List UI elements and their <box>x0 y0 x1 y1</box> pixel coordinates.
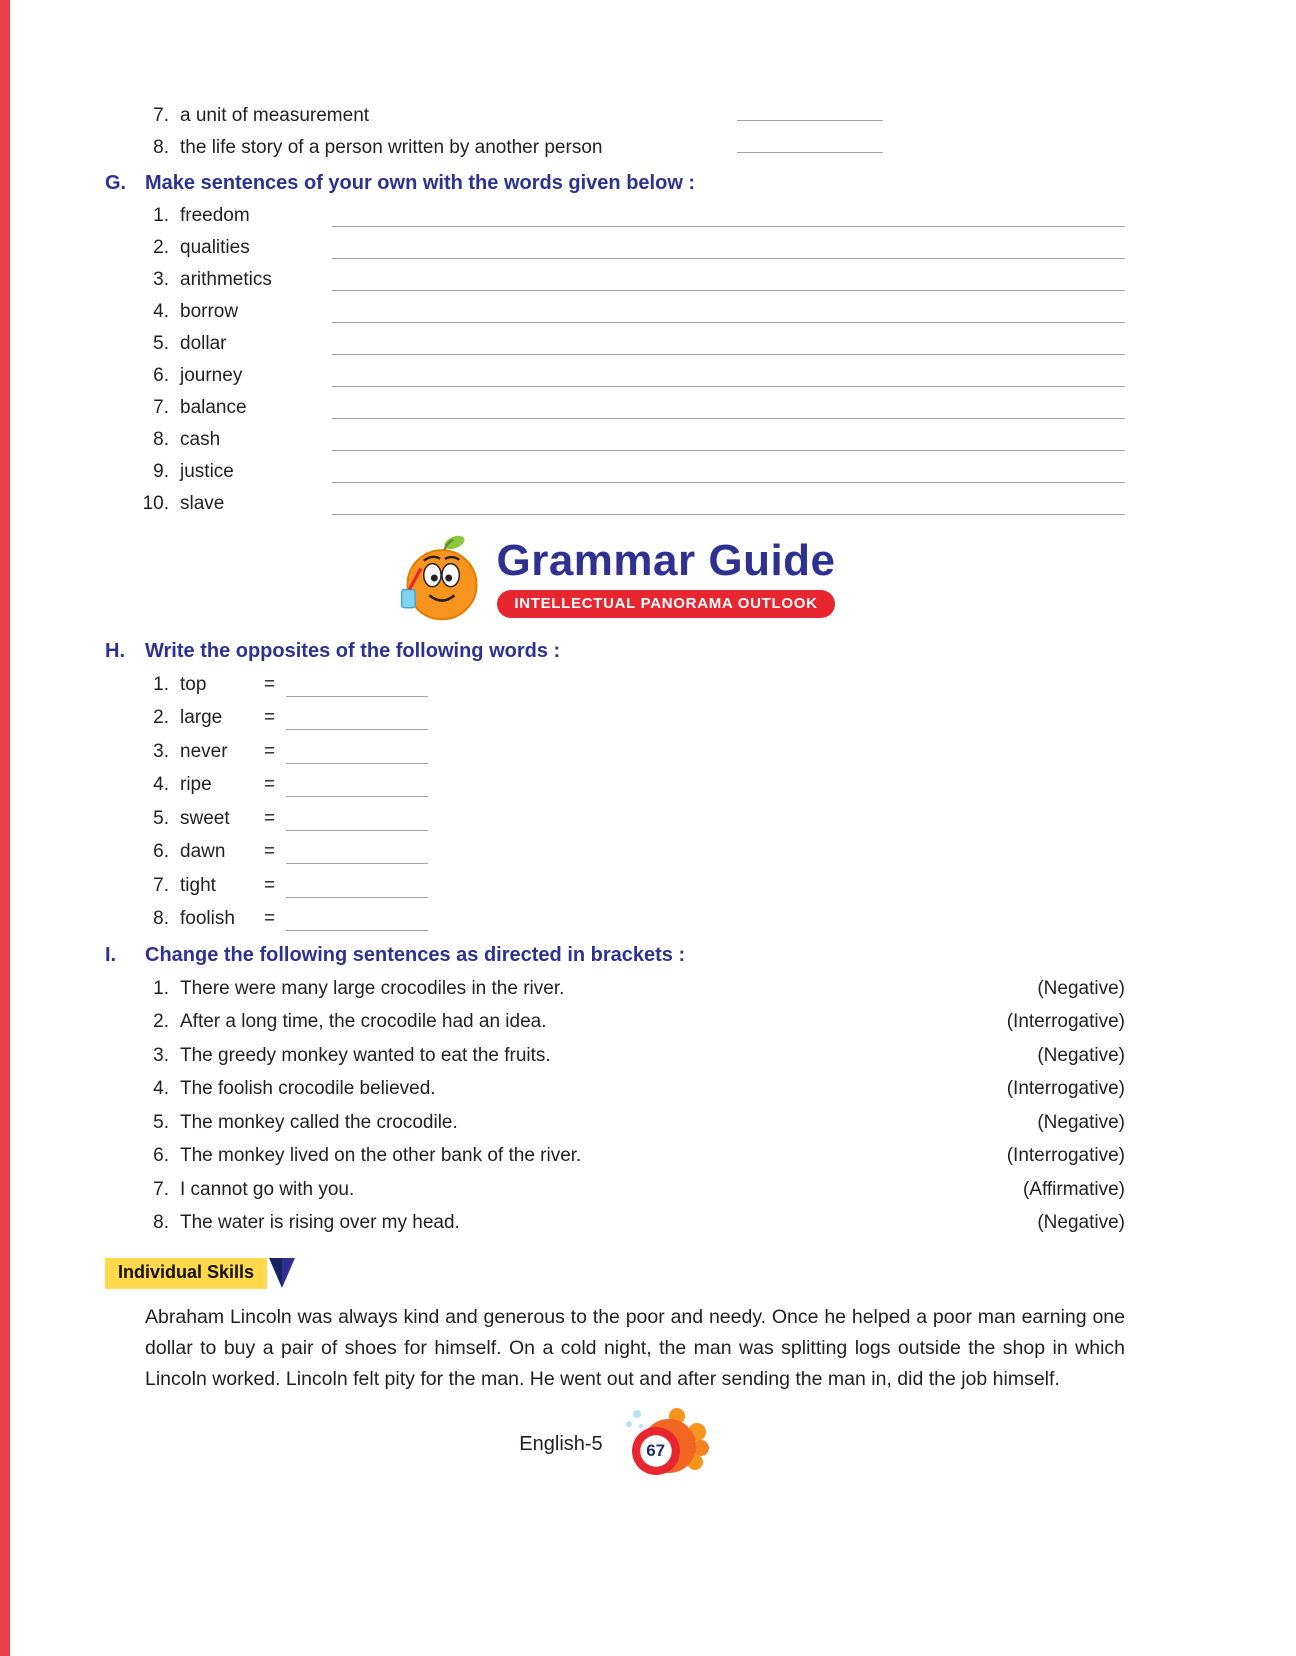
sentence-item <box>105 1173 1125 1207</box>
item-number: 6. <box>153 1145 169 1167</box>
directive-label: (Interrogative) <box>1006 1011 1125 1033</box>
item-word: dawn <box>180 841 226 863</box>
answer-blank <box>332 431 1125 451</box>
item-word: qualities <box>180 237 250 258</box>
item-word: large <box>180 707 223 729</box>
sentence-item <box>105 1039 1125 1073</box>
item-number: 4. <box>153 774 169 796</box>
answer-blank <box>332 335 1125 355</box>
page-edge-strip <box>0 0 10 1656</box>
section-i-heading <box>105 938 1125 972</box>
vocab-item <box>105 424 1125 456</box>
sentence-text: The monkey called the crocodile. <box>180 1111 458 1133</box>
reading-paragraph: Abraham Lincoln was always kind and generous to the poor and needy. Once he helped a poor man earning one dollar to buy a pair of shoes for himself. On a cold night, the man was splitting logs outside the shop in which Lincoln worked. Lincoln felt pity for the man. He went out and after sending the man in, did the job himself. <box>145 1306 1125 1391</box>
sentence-item <box>105 1006 1125 1040</box>
definition-text: a unit of measurement <box>180 105 370 126</box>
answer-blank <box>286 777 428 797</box>
equals-sign: = <box>264 740 276 762</box>
answer-blank <box>737 120 883 121</box>
sentence-text: The greedy monkey wanted to eat the fruits. <box>180 1044 551 1066</box>
section-letter: H. <box>105 639 125 662</box>
page-content <box>105 0 1125 1486</box>
item-number: 7. <box>153 874 169 896</box>
item-number: 8. <box>153 137 169 158</box>
section-h-heading <box>105 634 1125 668</box>
item-word: cash <box>180 429 221 450</box>
section-letter: G. <box>105 171 127 194</box>
item-number: 5. <box>153 1111 169 1133</box>
sentence-item <box>105 1073 1125 1107</box>
directive-label: (Negative) <box>1037 1212 1125 1234</box>
item-word: foolish <box>180 908 235 930</box>
item-word: top <box>180 673 207 695</box>
sentence-item <box>105 1140 1125 1174</box>
item-number: 8. <box>153 429 169 450</box>
section-title: Make sentences of your own with the words given below : <box>145 171 696 194</box>
vocab-item <box>105 264 1125 296</box>
sentence-item <box>105 972 1125 1006</box>
vocab-item <box>105 392 1125 424</box>
item-number: 8. <box>153 1212 169 1234</box>
item-word: tight <box>180 874 216 896</box>
equals-sign: = <box>264 841 276 863</box>
sentence-text: The water is rising over my head. <box>180 1212 460 1234</box>
item-number: 10. <box>142 493 169 514</box>
answer-blank <box>286 844 428 864</box>
sentence-text: I cannot go with you. <box>180 1178 355 1200</box>
opposite-item <box>105 735 1125 769</box>
opposite-item <box>105 702 1125 736</box>
page-number: 67 <box>646 1440 666 1460</box>
item-number: 2. <box>153 707 169 729</box>
answer-blank <box>332 239 1125 259</box>
item-number: 9. <box>153 461 169 482</box>
vocab-item <box>105 328 1125 360</box>
opposite-item <box>105 903 1125 937</box>
answer-blank <box>286 710 428 730</box>
grammar-guide-logo <box>105 526 1125 630</box>
item-number: 5. <box>153 807 169 829</box>
sentence-item <box>105 1106 1125 1140</box>
item-word: balance <box>180 397 247 418</box>
item-number: 7. <box>153 105 169 126</box>
item-word: journey <box>180 365 243 386</box>
answer-blank <box>286 911 428 931</box>
item-word: borrow <box>180 301 239 322</box>
item-number: 3. <box>153 740 169 762</box>
item-number: 6. <box>153 365 169 386</box>
answer-blank <box>286 878 428 898</box>
answer-blank <box>332 399 1125 419</box>
individual-skills-badge <box>105 1258 1125 1294</box>
item-number: 1. <box>153 673 169 695</box>
opposite-item <box>105 836 1125 870</box>
answer-blank <box>332 463 1125 483</box>
directive-label: (Negative) <box>1037 1111 1125 1133</box>
item-word: arithmetics <box>180 269 272 290</box>
item-word: never <box>180 740 228 762</box>
item-number: 7. <box>153 1178 169 1200</box>
grammar-guide-title: Grammar Guide <box>496 535 836 585</box>
answer-blank <box>286 744 428 764</box>
item-number: 1. <box>153 977 169 999</box>
item-number: 5. <box>153 333 169 354</box>
equals-sign: = <box>264 874 276 896</box>
directive-label: (Negative) <box>1037 1044 1125 1066</box>
item-number: 4. <box>153 1078 169 1100</box>
pennant-icon <box>269 1258 295 1290</box>
vocab-item <box>105 232 1125 264</box>
section-title: Change the following sentences as directed in brackets : <box>145 943 686 966</box>
item-number: 7. <box>153 397 169 418</box>
sentence-text: The monkey lived on the other bank of the river. <box>180 1145 582 1167</box>
equals-sign: = <box>264 807 276 829</box>
answer-blank <box>332 367 1125 387</box>
equals-sign: = <box>264 707 276 729</box>
sentence-text: There were many large crocodiles in the river. <box>180 977 565 999</box>
answer-blank <box>332 271 1125 291</box>
sentence-item <box>105 1207 1125 1241</box>
answer-blank <box>286 677 428 697</box>
grammar-guide-banner: INTELLECTUAL PANORAMA OUTLOOK <box>497 590 834 618</box>
directive-label: (Negative) <box>1037 977 1125 999</box>
answer-blank <box>332 207 1125 227</box>
orange-fruit-mascot-icon <box>394 530 490 626</box>
opposite-item <box>105 869 1125 903</box>
opposite-item <box>105 769 1125 803</box>
section-letter: I. <box>105 943 117 966</box>
answer-blank <box>286 811 428 831</box>
sentence-text: After a long time, the crocodile had an idea. <box>180 1011 547 1033</box>
directive-label: (Interrogative) <box>1006 1145 1125 1167</box>
directive-label: (Affirmative) <box>1022 1178 1125 1200</box>
answer-blank <box>332 303 1125 323</box>
definition-text: the life story of a person written by another person <box>180 137 603 158</box>
equals-sign: = <box>264 908 276 930</box>
book-title: English-5 <box>519 1433 603 1456</box>
vocab-item <box>105 360 1125 392</box>
item-word: freedom <box>180 205 250 226</box>
item-number: 2. <box>153 1011 169 1033</box>
section-g-heading <box>105 166 1125 200</box>
item-word: slave <box>180 493 225 514</box>
item-number: 4. <box>153 301 169 322</box>
item-word: ripe <box>180 774 212 796</box>
vocab-item <box>105 456 1125 488</box>
item-word: sweet <box>180 807 230 829</box>
item-word: justice <box>180 461 234 482</box>
answer-blank <box>332 495 1125 515</box>
item-number: 8. <box>153 908 169 930</box>
individual-skills-label: Individual Skills <box>105 1258 267 1289</box>
item-number: 2. <box>153 237 169 258</box>
vocab-item <box>105 488 1125 520</box>
item-word: dollar <box>180 333 227 354</box>
answer-blank <box>737 152 883 153</box>
vocab-item <box>105 296 1125 328</box>
opposite-item <box>105 668 1125 702</box>
vocab-item <box>105 200 1125 232</box>
page-footer <box>105 1404 1125 1486</box>
item-number: 3. <box>153 1044 169 1066</box>
directive-label: (Interrogative) <box>1006 1078 1125 1100</box>
sentence-text: The foolish crocodile believed. <box>180 1078 436 1100</box>
definition-item <box>105 100 1125 132</box>
item-number: 1. <box>153 205 169 226</box>
item-number: 6. <box>153 841 169 863</box>
definition-item <box>105 132 1125 164</box>
section-title: Write the opposites of the following words : <box>145 639 561 662</box>
item-number: 3. <box>153 269 169 290</box>
fish-logo-icon <box>611 1404 711 1486</box>
opposite-item <box>105 802 1125 836</box>
equals-sign: = <box>264 774 276 796</box>
equals-sign: = <box>264 673 276 695</box>
